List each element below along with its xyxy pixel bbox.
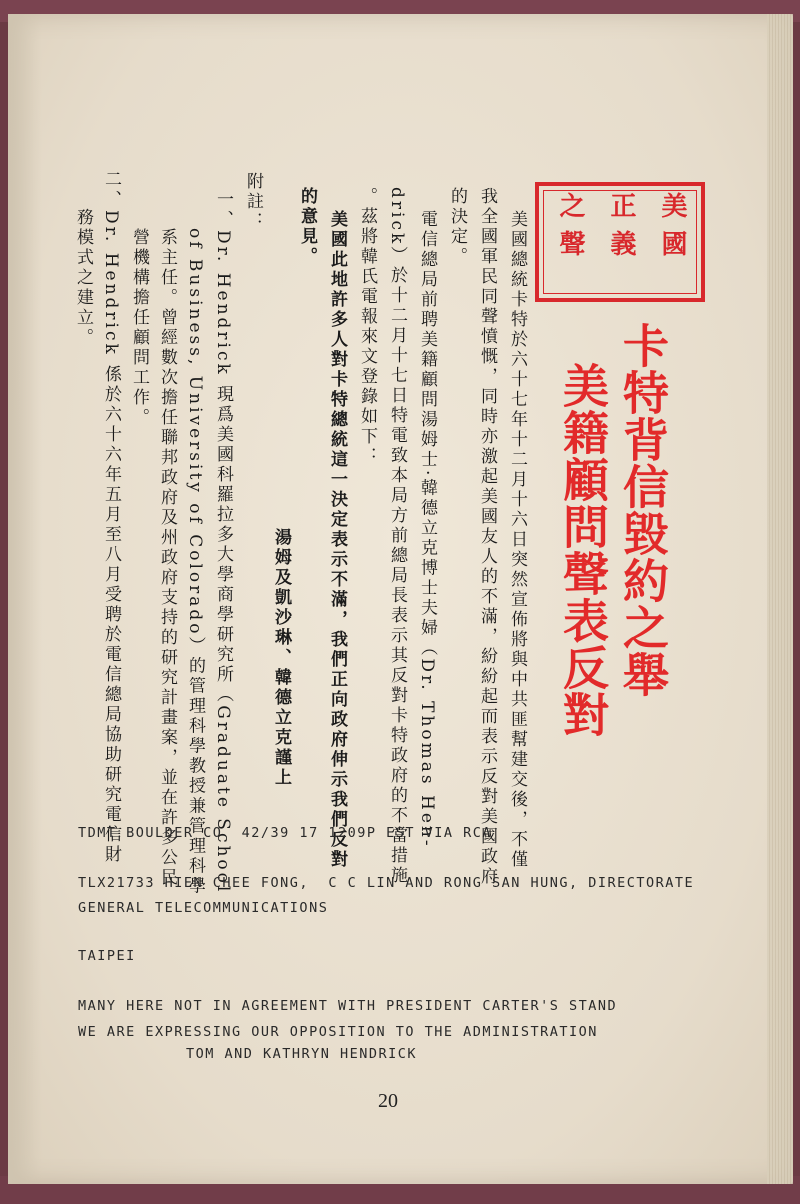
body-column-2: 我全國軍民同聲憤慨，同時亦激起美國友人的不滿，紛紛起而表示反對美國政府 [477,187,497,887]
body-column-1: 美國總統卡特於六十七年十二月十六日突然宣佈將與中共匪幫建交後，不僅 [507,210,527,870]
telex-signature: TOM AND KATHRYN HENDRICK [186,1046,418,1062]
page-number: 20 [378,1090,398,1112]
seal-text-1: 美國 [657,192,687,268]
telex-message-2: WE ARE EXPRESSING OUR OPPOSITION TO THE ADMINISTRATION [78,1024,598,1040]
body-column-3: 的決定。 [447,187,467,267]
seal-text-3: 之聲 [555,192,585,268]
headline-line-2: 美籍顧問聲表反對 [556,362,610,738]
body-column-8: 的意見。 [297,187,317,267]
seal-stamp [535,182,705,302]
note-2-line-2: 務模式之建立。 [73,208,93,348]
note-1-line-2: of Business, University of Colorado）的管理科學教授兼管理科學 [185,228,205,897]
body-column-4: 電信總局前聘美籍顧問湯姆士·韓德立克博士夫婦（Dr. Thomas Hen- [417,210,437,849]
telex-header: TDMT BOULDER CO 42/39 17 1209P EST VIA RCA [78,825,492,841]
note-2-line-1: 二、Dr. Hendrick 係於六十六年五月至八月受聘於電信總局協助研究電信財 [101,170,121,866]
headline-line-1: 卡特背信毀約之舉 [616,322,670,698]
note-1-line-4: 營機構擔任顧問工作。 [129,228,149,428]
body-column-5: drick）於十二月十七日特電致本局方前總局長表示其反對卡特政府的不當措施 [387,187,407,887]
note-1-line-1: 一、Dr. Hendrick 現爲美國科羅拉多大學商學研究所（Graduate School [213,190,233,895]
page-gutter [8,14,42,1184]
page-edges [767,14,793,1184]
seal-text-2: 正義 [606,192,636,268]
note-1-line-3: 系主任。曾經數次擔任聯邦政府及州政府支持的研究計畫案，並在許多公民 [157,228,177,888]
body-column-6: 。茲將韓氏電報來文登錄如下： [357,187,377,467]
notes-heading: 附註： [243,172,263,232]
telex-city: TAIPEI [78,948,136,964]
telex-recipients: TLX21733 HIEN CHEE FONG, C C LIN AND RONG SAN HUNG, DIRECTORATE [78,875,695,891]
telex-directorate: GENERAL TELECOMMUNICATIONS [78,900,329,916]
body-column-7: 美國此地許多人對卡特總統這一決定表示不滿，我們正向政府伸示我們反對 [327,210,347,870]
telex-message-1: MANY HERE NOT IN AGREEMENT WITH PRESIDENT CARTER'S STAND [78,998,618,1014]
signature: 湯姆及凱沙琳、韓德立克謹上 [271,528,291,788]
